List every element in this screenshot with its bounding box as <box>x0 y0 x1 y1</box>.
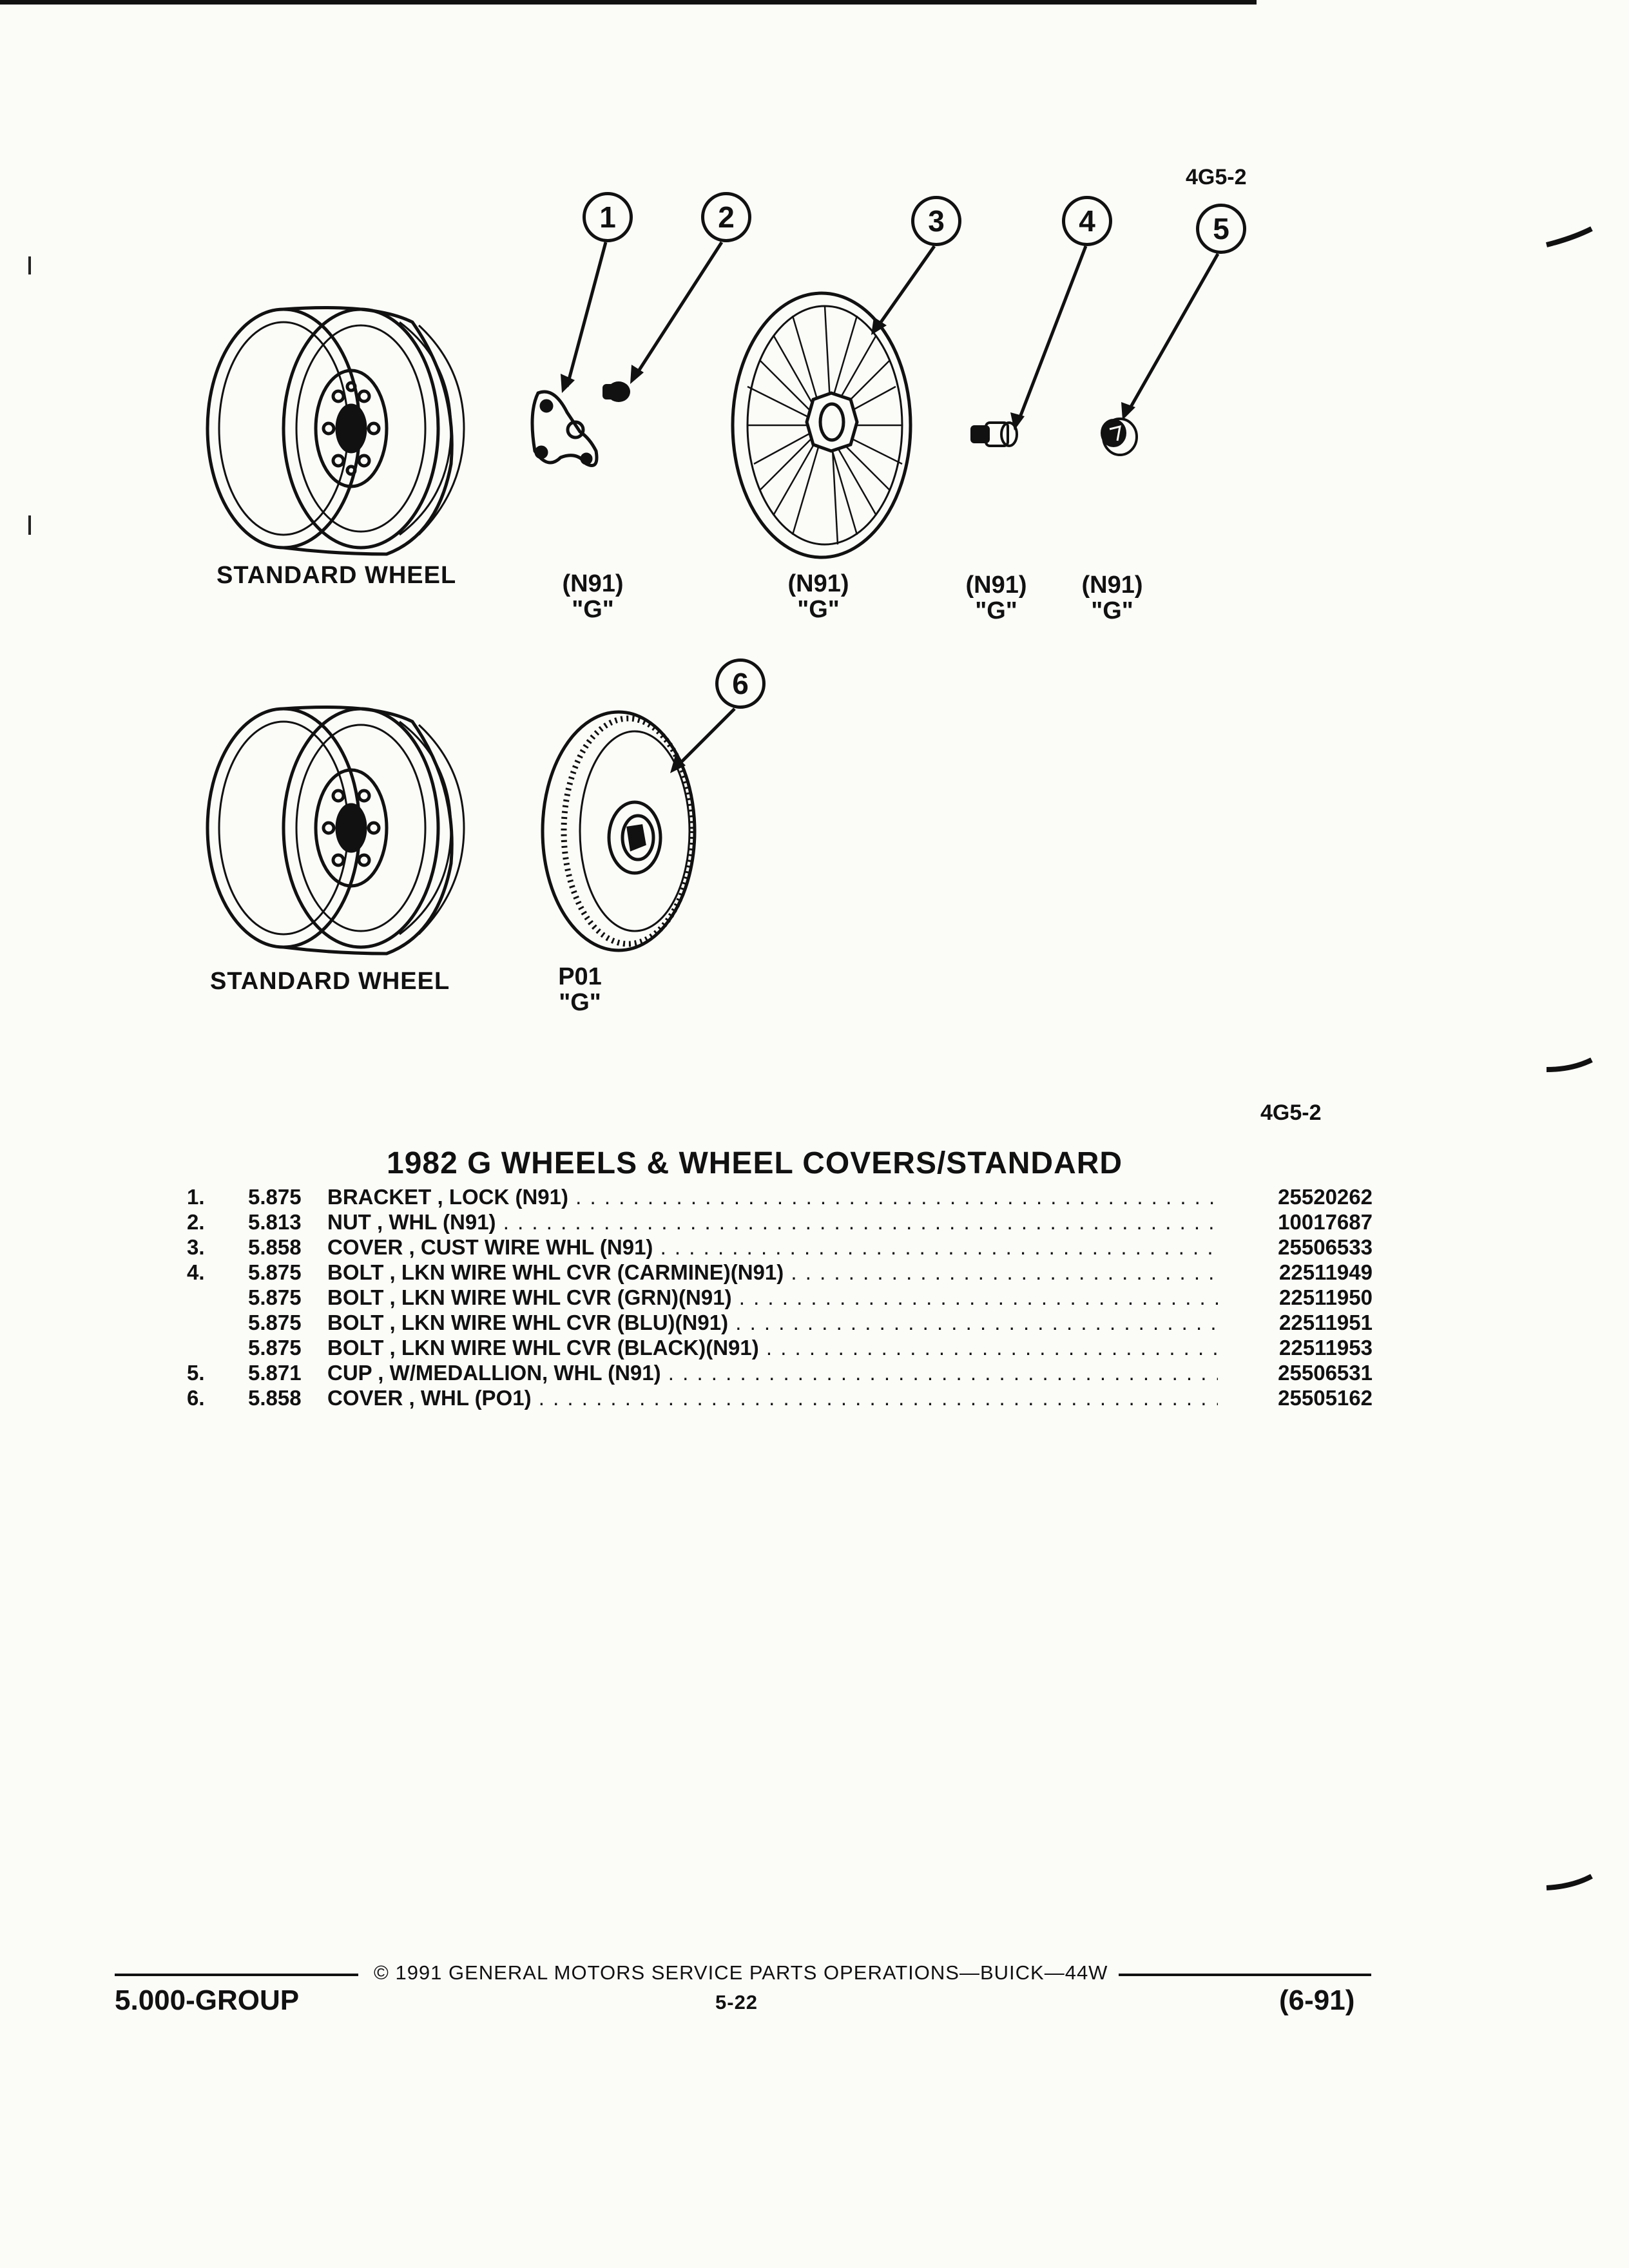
row-part-number: 10017687 <box>1278 1210 1373 1234</box>
margin-tick <box>28 515 31 535</box>
label-standard-wheel-bottom: STANDARD WHEEL <box>210 968 450 995</box>
label-n91-1-g: "G" <box>572 596 614 623</box>
table-row <box>187 1184 1373 1209</box>
label-p01-g: "G" <box>559 989 601 1016</box>
table-row <box>187 1335 1373 1360</box>
row-description: BOLT , LKN WIRE WHL CVR (CARMINE)(N91) . . . <box>327 1260 1218 1285</box>
wheel-cover-drawing <box>543 712 695 950</box>
label-n91-4-g: "G" <box>975 597 1017 624</box>
row-description: NUT , WHL (N91) . . . <box>327 1209 1218 1235</box>
footer-rule-left <box>115 1974 358 1976</box>
callout-3: 3 <box>911 196 961 246</box>
standard-wheel-top-drawing <box>207 308 464 555</box>
row-number: 1. <box>187 1185 205 1209</box>
row-group-code: 5.875 <box>248 1336 302 1360</box>
row-group-code: 5.858 <box>248 1235 302 1259</box>
standard-wheel-bottom-drawing <box>207 707 464 954</box>
row-number: 5. <box>187 1361 205 1385</box>
row-group-code: 5.875 <box>248 1285 302 1309</box>
table-figure-ref: 4G5-2 <box>1260 1100 1322 1125</box>
label-n91-3 <box>773 571 863 622</box>
label-n91-3-code: (N91) <box>787 570 849 597</box>
label-n91-1-code: (N91) <box>562 570 624 597</box>
margin-tick <box>28 256 31 274</box>
row-part-number: 25520262 <box>1278 1185 1373 1209</box>
row-number: 4. <box>187 1260 205 1284</box>
label-n91-4 <box>951 572 1041 624</box>
row-description: CUP , W/MEDALLION, WHL (N91) . . . <box>327 1360 1218 1385</box>
label-n91-4-code: (N91) <box>965 572 1027 599</box>
callout-4: 4 <box>1062 196 1112 246</box>
row-description: BRACKET , LOCK (N91) . . . <box>327 1184 1218 1209</box>
footer-date: (6-91) <box>1279 1984 1355 2016</box>
table-title: 1982 G WHEELS & WHEEL COVERS/STANDARD <box>387 1146 1123 1180</box>
callout-1: 1 <box>583 192 633 242</box>
label-n91-3-g: "G" <box>797 596 840 623</box>
row-part-number: 25506531 <box>1278 1361 1373 1385</box>
row-part-number: 25505162 <box>1278 1386 1373 1410</box>
row-group-code: 5.858 <box>248 1386 302 1410</box>
row-part-number: 22511950 <box>1278 1285 1373 1309</box>
label-n91-5 <box>1067 572 1157 624</box>
row-group-code: 5.871 <box>248 1361 302 1385</box>
table-row <box>187 1209 1373 1235</box>
table-row <box>187 1360 1373 1385</box>
table-row <box>187 1285 1373 1310</box>
row-description: BOLT , LKN WIRE WHL CVR (BLU)(N91) . . . <box>327 1310 1218 1335</box>
figure-ref-top: 4G5-2 <box>1186 165 1247 189</box>
parts-list <box>187 1184 1373 1410</box>
row-number: 3. <box>187 1235 205 1259</box>
row-description: COVER , WHL (PO1) . . . <box>327 1385 1218 1410</box>
footer-rule-right <box>1119 1974 1371 1976</box>
row-part-number: 22511949 <box>1278 1260 1373 1284</box>
table-row <box>187 1235 1373 1260</box>
table-row <box>187 1385 1373 1410</box>
row-number: 2. <box>187 1210 205 1234</box>
callout-2: 2 <box>701 192 751 242</box>
label-n91-5-g: "G" <box>1091 597 1133 624</box>
row-part-number: 25506533 <box>1278 1235 1373 1259</box>
footer-copyright: © 1991 GENERAL MOTORS SERVICE PARTS OPERATIONS—BUICK—44W <box>374 1961 1108 1984</box>
label-p01-code: P01 <box>558 963 602 990</box>
callout-6: 6 <box>715 658 766 709</box>
callout-5: 5 <box>1196 204 1246 254</box>
footer-group: 5.000-GROUP <box>115 1984 300 2016</box>
label-n91-1 <box>548 571 638 622</box>
label-p01 <box>535 964 625 1015</box>
row-part-number: 22511953 <box>1278 1336 1373 1360</box>
row-part-number: 22511951 <box>1278 1311 1373 1334</box>
row-description: BOLT , LKN WIRE WHL CVR (GRN)(N91) . . . <box>327 1285 1218 1310</box>
footer-page-number: 5-22 <box>715 1991 758 2013</box>
row-number: 6. <box>187 1386 205 1410</box>
table-row <box>187 1310 1373 1335</box>
row-group-code: 5.813 <box>248 1210 302 1234</box>
table-row <box>187 1260 1373 1285</box>
label-standard-wheel-top: STANDARD WHEEL <box>217 562 457 589</box>
label-n91-5-code: (N91) <box>1081 572 1143 599</box>
row-group-code: 5.875 <box>248 1260 302 1284</box>
row-description: BOLT , LKN WIRE WHL CVR (BLACK)(N91) . . . <box>327 1335 1218 1360</box>
wire-wheel-cover-drawing <box>733 293 911 557</box>
row-group-code: 5.875 <box>248 1185 302 1209</box>
row-description: COVER , CUST WIRE WHL (N91) . . . <box>327 1235 1218 1260</box>
parts-illustration <box>0 0 1629 1095</box>
row-group-code: 5.875 <box>248 1311 302 1334</box>
